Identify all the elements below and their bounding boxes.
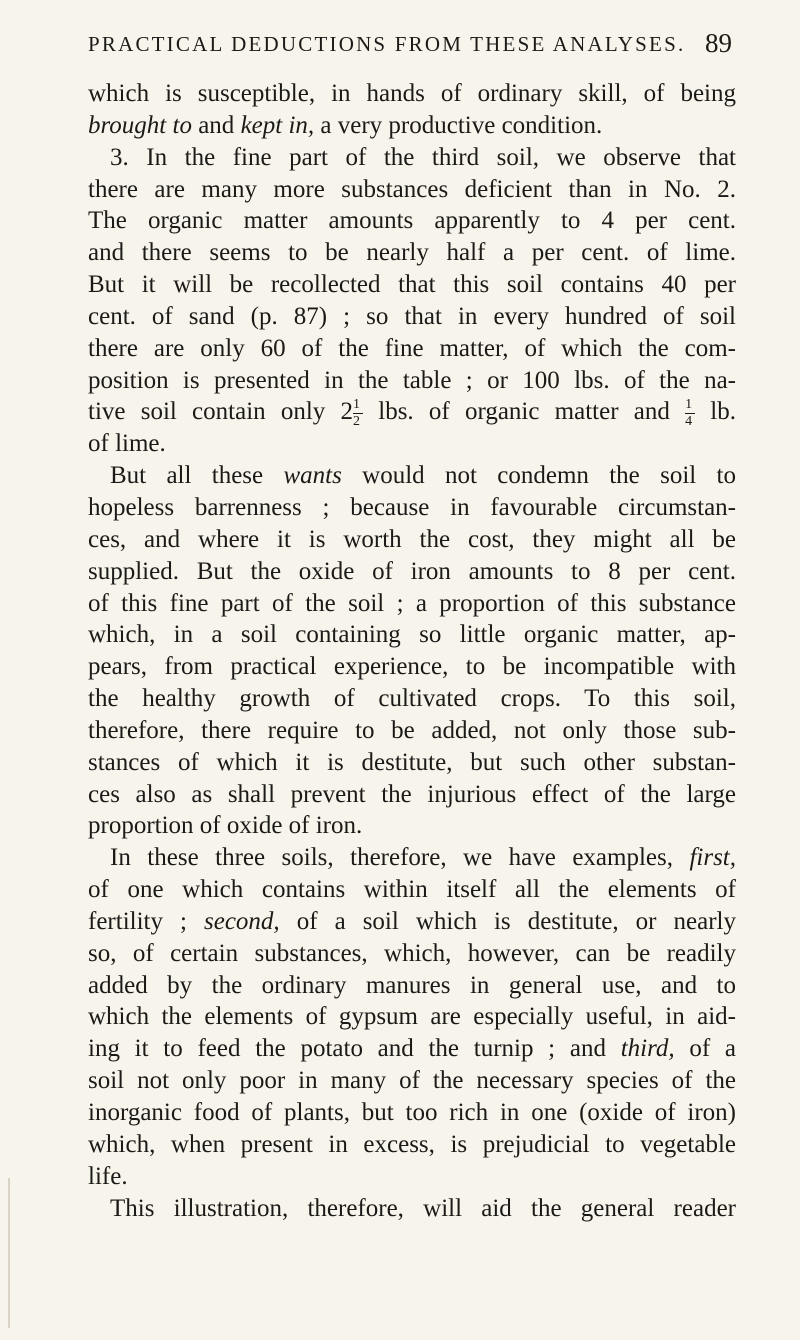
text-line: the healthy growth of cultivated crops. To this soil,	[88, 685, 736, 713]
italic-text: brought to	[88, 111, 192, 139]
text-line: which, when present in excess, is prejudicial to vegetable	[88, 1130, 736, 1158]
fraction	[353, 398, 363, 429]
text-line	[88, 842, 736, 874]
fraction-denominator: 4	[685, 414, 693, 430]
text-line: position is presented in the table ; or 100 lbs. of the na-	[88, 366, 736, 394]
text-line: added by the ordinary manures in general use, and to	[88, 971, 736, 999]
text-span: fertility ;	[88, 907, 204, 935]
text-span: tive soil contain only 2	[88, 398, 354, 426]
text-span: But all these	[110, 462, 284, 490]
text-line: proportion of oxide of iron.	[88, 812, 363, 840]
fraction	[685, 398, 695, 429]
italic-text: third,	[620, 1035, 675, 1063]
text-line: inorganic food of plants, but too rich in one (oxide of iron)	[88, 1099, 736, 1126]
text-line: there are only 60 of the fine matter, of which the com-	[88, 334, 736, 362]
italic-text: wants	[283, 462, 342, 490]
text-line: of lime.	[88, 430, 166, 458]
fraction-numerator: 1	[353, 398, 363, 414]
text-line: stances of which it is destitute, but such other substan-	[88, 748, 736, 776]
text-span: of a soil which is destitute, or nearly	[279, 907, 737, 935]
text-line: of this fine part of the soil ; a proportion of this substance	[88, 589, 736, 617]
text-line: so, of certain substances, which, however, can be readily	[88, 939, 736, 967]
text-span: would not condemn the soil to	[341, 462, 736, 490]
running-head	[88, 28, 732, 62]
body-text	[88, 78, 736, 1224]
text-line: which is susceptible, in hands of ordinary skill, of being	[88, 80, 736, 107]
text-line: hopeless barrenness ; because in favourable circumstan-	[88, 493, 736, 521]
text-line: 3. In the fine part of the third soil, we observe that	[110, 143, 736, 171]
text-line: cent. of sand (p. 87) ; so that in every hundred of soil	[88, 302, 736, 330]
text-line: of one which contains within itself all the elements of	[88, 876, 736, 904]
text-line	[88, 110, 736, 142]
text-line	[88, 1033, 736, 1065]
text-line	[88, 460, 736, 492]
text-line: and there seems to be nearly half a per cent. of lime.	[88, 239, 736, 267]
text-line: ces, and where it is worth the cost, they might all be	[88, 525, 736, 553]
text-line: therefore, there require to be added, not only those sub-	[88, 716, 736, 744]
text-span: ing it to feed the potato and the turnip ; and	[88, 1035, 621, 1063]
text-span: lb.	[695, 398, 736, 426]
text-line: This illustration, therefore, will aid the general reader	[110, 1194, 736, 1222]
text-line: which the elements of gypsum are especially useful, in aid-	[88, 1003, 736, 1031]
running-title: PRACTICAL DEDUCTIONS FROM THESE ANALYSES.	[88, 32, 686, 56]
text-span: a very productive condition.	[314, 111, 603, 139]
text-span: and	[191, 111, 241, 139]
text-span: lbs. of organic matter and	[363, 398, 686, 426]
text-line	[88, 396, 736, 428]
italic-text: second,	[204, 907, 280, 935]
text-span: of a	[674, 1035, 737, 1063]
margin-rule	[8, 1178, 10, 1328]
text-span: In these three soils, therefore, we have examples,	[110, 844, 690, 872]
text-line: ces also as shall prevent the injurious effect of the large	[88, 780, 736, 808]
text-line	[88, 906, 736, 938]
fraction-numerator: 1	[685, 398, 695, 414]
text-line: supplied. But the oxide of iron amounts to 8 per cent.	[88, 557, 736, 585]
text-line: which, in a soil containing so little organic matter, ap-	[88, 621, 736, 649]
italic-text: kept in,	[240, 111, 315, 139]
text-line: there are many more substances deficient than in No. 2.	[88, 175, 736, 203]
text-line: life.	[88, 1162, 128, 1190]
text-line: The organic matter amounts apparently to 4 per cent.	[88, 207, 736, 235]
text-line: But it will be recollected that this soil contains 40 per	[88, 271, 736, 299]
page-number: 89	[705, 28, 732, 58]
italic-text: first,	[689, 844, 736, 872]
text-line: soil not only poor in many of the necessary species of the	[88, 1067, 736, 1095]
fraction-denominator: 2	[353, 414, 361, 430]
text-line: pears, from practical experience, to be incompatible with	[88, 653, 736, 681]
